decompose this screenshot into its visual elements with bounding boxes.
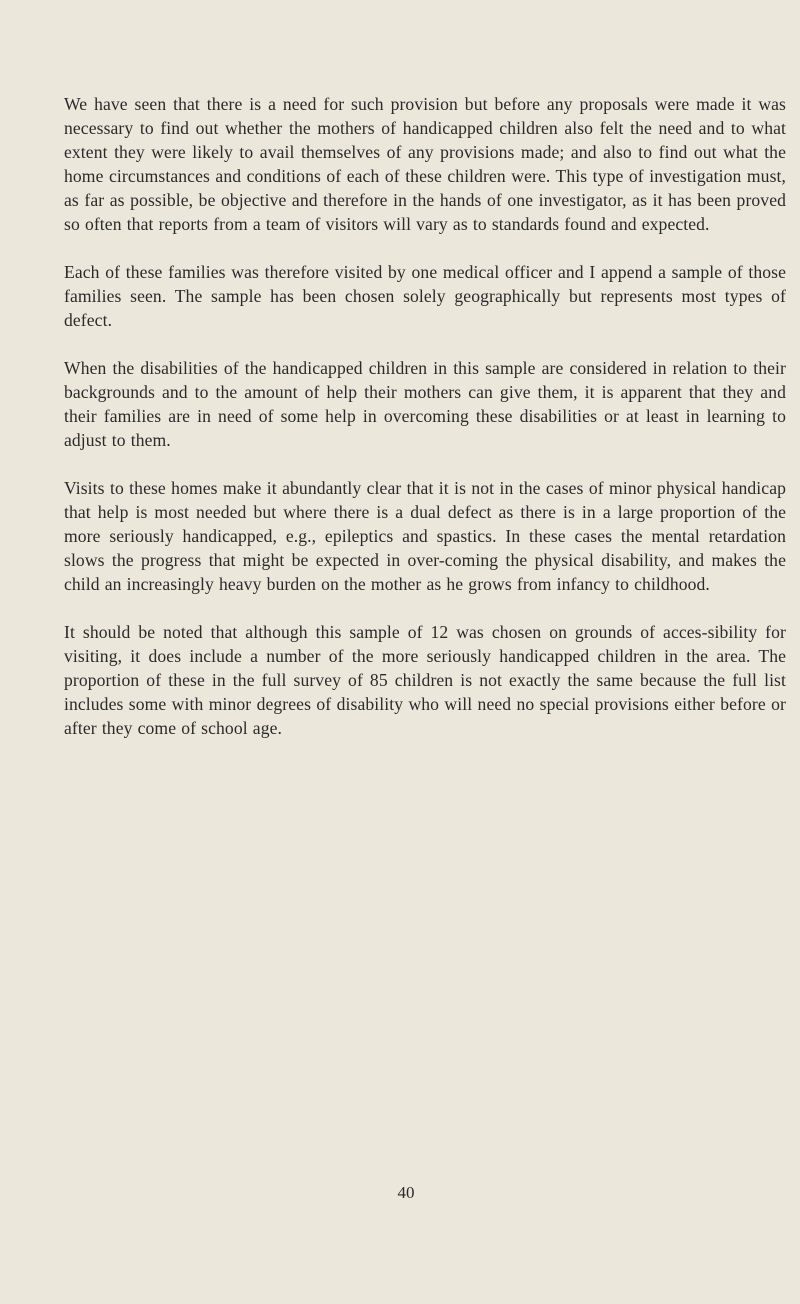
paragraph-families-visited: Each of these families was therefore visited by one medical officer and I append a sample of those families seen. The sample has been chosen solely geographically but represents most types of defect. — [64, 262, 786, 330]
paragraph-sample-note: It should be noted that although this sample of 12 was chosen on grounds of acces-sibility for visiting, it does include a number of the more seriously handicapped children in the area. The proportion of these in the full survey of 85 children is not exactly the same because the full list includes some with minor degrees of disability who will need no special provisions either before or after they come of school age. — [64, 622, 786, 738]
paragraph-home-visits: Visits to these homes make it abundantly clear that it is not in the cases of minor physical handicap that help is most needed but where there is a dual defect as there is in a large proportion of the more seriously handicapped, e.g., epileptics and spastics. In these cases the mental retardation slows the progress that might be expected in over-coming the physical disability, and makes the child an increasingly heavy burden on the mother as he grows from infancy to childhood. — [64, 478, 786, 594]
paragraph-disabilities: When the disabilities of the handicapped children in this sample are considered in relation to their backgrounds and to the amount of help their mothers can give them, it is apparent that they and their families are in need of some help in overcoming these disabilities or at least in learning to adjust to them. — [64, 358, 786, 450]
body-text — [64, 92, 786, 764]
paragraph-provision-need: We have seen that there is a need for such provision but before any proposals were made it was necessary to find out whether the mothers of handicapped children also felt the need and to what extent they were likely to avail themselves of any provisions made; and also to find out what the home circumstances and conditions of each of these children were. This type of investigation must, as far as possible, be objective and therefore in the hands of one investigator, as it has been proved so often that reports from a team of visitors will vary as to standards found and expected. — [64, 94, 786, 234]
page-number: 40 — [397, 1183, 415, 1202]
